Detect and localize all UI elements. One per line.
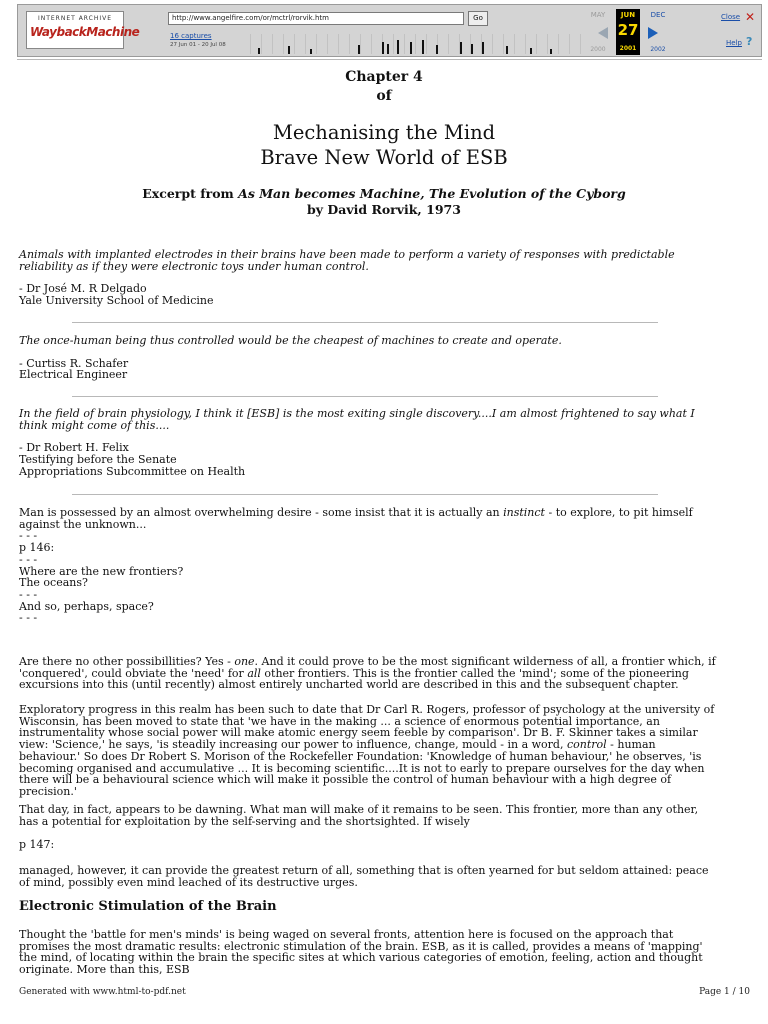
section-separator: - - - [19, 587, 38, 601]
go-button[interactable]: Go [468, 11, 488, 26]
body-paragraph-3: That day, in fact, appears to be dawning. What man will make of it remains to be seen. This frontier, more than any other, has a potential for exploitation by the self-serving and the shortsighted. If wisely [19, 803, 699, 828]
help-link[interactable]: Help [726, 39, 742, 47]
body-paragraph-4: managed, however, it can provide the greatest return of all, something that is often yearned for but seldom attained: peace of mind, possibly even mind leached of its destructive urges. [19, 864, 709, 889]
next-capture-arrow-icon[interactable] [648, 27, 658, 39]
title-line-2: Brave New World of ESB [260, 146, 508, 169]
page-title [0, 120, 768, 170]
help-icon[interactable]: ? [746, 35, 753, 48]
wayback-logo-top: INTERNET ARCHIVE [37, 15, 113, 22]
body-paragraph-1: Are there no other possibillities? Yes - one. And it could prove to be the most significant wilderness of all, a frontier which, if 'conquered', could obviate the 'need' for all other frontiers. This is the frontier called the 'mind'; some of the pioneering excursions into this (until recently) almost entirely uncharted world are described in this and the subsequent chapter. [19, 655, 716, 692]
quote-affiliation: Yale University School of Medicine [19, 294, 214, 308]
next-month[interactable]: DEC [650, 11, 666, 19]
divider [72, 322, 658, 323]
prev-year[interactable]: 2000 [590, 46, 606, 53]
quote-text: Animals with implanted electrodes in their brains have been made to perform a variety of responses with predictable reliability as if they were electronic toys under human control. [19, 248, 675, 273]
quote-attribution: - Dr Robert H. Felix [19, 441, 129, 455]
section-heading: Electronic Stimulation of the Brain [19, 899, 277, 914]
divider [17, 59, 762, 60]
wayback-logo-main: WaybackMachine [30, 25, 140, 39]
quote-affiliation: Testifying before the Senate [19, 453, 177, 467]
page-marker: p 146: [19, 541, 55, 555]
close-link[interactable]: Close [721, 13, 741, 21]
current-year: 2001 [619, 45, 637, 52]
chapter-number: Chapter 4 [345, 69, 423, 85]
wayback-logo[interactable] [26, 11, 140, 49]
text-line: Where are the new frontiers? [19, 564, 184, 578]
current-day: 27 [617, 21, 639, 39]
section-separator: - - - [19, 552, 38, 566]
intro-paragraph: Man is possessed by an almost overwhelming desire - some insist that it is actually an instinct - to explore, to pit himself against the unknown... [19, 506, 693, 531]
url-input[interactable]: http://www.angelfire.com/or/mctrl/rorvik.htm [168, 12, 464, 25]
section-separator: - - - [19, 529, 38, 543]
divider [72, 396, 658, 397]
chapter-of: of [376, 88, 392, 104]
current-capture [616, 9, 640, 55]
footer-generator: Generated with www.html-to-pdf.net [19, 987, 186, 997]
capture-range: 27 Jun 01 - 20 Jul 08 [170, 42, 226, 48]
text-line: The oceans? [19, 576, 88, 590]
chapter-heading [0, 68, 768, 106]
intro-section [19, 507, 719, 624]
prev-capture-arrow-icon[interactable] [598, 27, 608, 39]
quote-text: The once-human being thus controlled would be the cheapest of machines to create and operate. [19, 334, 562, 347]
text-line: And so, perhaps, space? [19, 599, 154, 613]
excerpt-source [0, 186, 768, 218]
excerpt-author: by David Rorvik, 1973 [307, 202, 461, 217]
quote-3 [19, 408, 719, 478]
quote-1 [19, 249, 719, 307]
close-icon[interactable]: ✕ [745, 10, 756, 24]
title-line-1: Mechanising the Mind [272, 121, 496, 144]
quote-attribution: - Curtiss R. Schafer [19, 356, 129, 370]
page-marker: p 147: [19, 838, 55, 851]
prev-month[interactable]: MAY [590, 11, 606, 19]
divider [72, 494, 658, 495]
body-paragraph-5: Thought the 'battle for men's minds' is being waged on several fronts, attention here is focused on the approach that promises the most dramatic results: electronic stimulation of the brain. ESB, as it is called, provides a means of 'mapping' the mind, of locating within the brain the specific sites at which various categories of emotion, feeling, action and thought originate. More than this, ESB [19, 928, 703, 977]
excerpt-prefix: Excerpt from [142, 186, 239, 201]
wayback-toolbar [17, 4, 762, 57]
quote-attribution: - Dr José M. R Delgado [19, 282, 147, 296]
section-separator: - - - [19, 611, 38, 625]
page-number: Page 1 / 10 [699, 987, 750, 997]
next-year[interactable]: 2002 [650, 46, 666, 53]
captures-link[interactable]: 16 captures [170, 32, 212, 40]
quote-text: In the field of brain physiology, I think it [ESB] is the most exiting single discovery....I am almost frightened to say what I think might come of this.... [19, 407, 695, 432]
quote-affiliation: Electrical Engineer [19, 368, 128, 382]
current-month: JUN [620, 11, 636, 19]
body-paragraph-2: Exploratory progress in this realm has been such to date that Dr Carl R. Rogers, professor of psychology at the university of Wisconsin, has been moved to state that 'we have in the making ... a science of enormous potential importance, an instrumentality whose social power will make atomic energy seem feeble by comparison'. Dr B. F. Skinner takes a similar view: 'Science,' he says, 'is steadily increasing our power to influence, change, mould - in a word, control - human behaviour.' So does Dr Robert S. Morison of the Rockefeller Foundation: 'Knowledge of human behaviour,' he observes, 'is becoming organised and accumulative ... It is becoming scientific....It is not to early to prepare ourselves for the day when there will be a behavioural science which will make it possible the control of human behaviour with a high degree of precision.' [19, 703, 715, 798]
excerpt-book-title: As Man becomes Machine, The Evolution of the Cyborg [238, 186, 626, 201]
quote-affiliation-2: Appropriations Subcommittee on Health [19, 464, 246, 478]
capture-sparkline[interactable] [250, 34, 590, 54]
quote-2 [19, 335, 719, 381]
